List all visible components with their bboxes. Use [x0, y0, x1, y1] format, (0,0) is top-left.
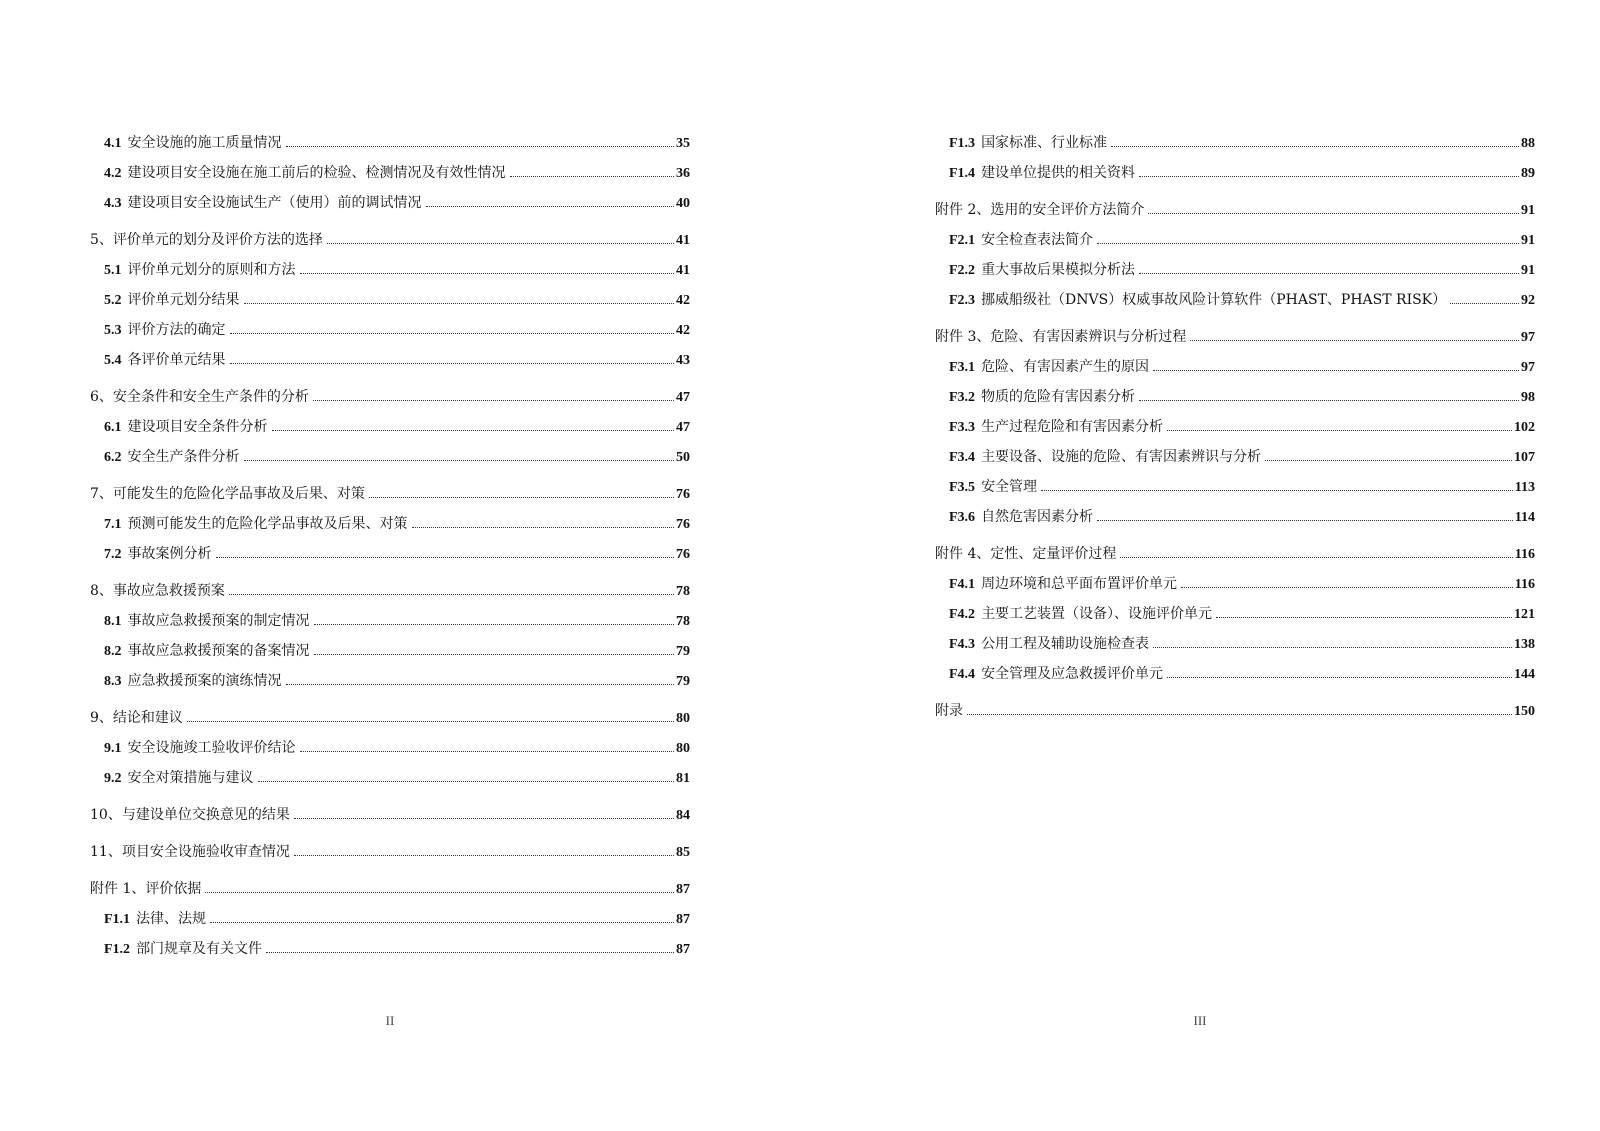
toc-entry-page: 91 [1521, 263, 1535, 278]
toc-entry[interactable] [935, 569, 1535, 599]
toc-entry-page: 89 [1521, 166, 1535, 181]
toc-entry-text: 5、评价单元的划分及评价方法的选择 [90, 232, 323, 248]
toc-entry[interactable] [90, 188, 690, 218]
toc-entry-title [104, 412, 270, 443]
toc-entry-title [949, 472, 1039, 503]
toc-entry-text: 附件 3、危险、有害因素辨识与分析过程 [935, 329, 1187, 345]
toc-entry-page: 35 [676, 136, 690, 151]
toc-page-right [800, 0, 1600, 1131]
toc-entry-title [104, 763, 256, 794]
dot-leader [412, 527, 675, 528]
toc-entry-page: 92 [1521, 293, 1535, 308]
toc-entry[interactable] [90, 128, 690, 158]
dot-leader [1450, 303, 1519, 304]
toc-entry[interactable] [90, 158, 690, 188]
toc-entry-number: 6.1 [104, 420, 122, 435]
toc-entry[interactable] [90, 382, 690, 412]
toc-entry-text: 安全对策措施与建议 [127, 770, 254, 786]
toc-entry-number: 9.2 [104, 771, 122, 786]
toc-entry-number: F3.4 [949, 450, 976, 465]
dot-leader [1148, 213, 1519, 214]
toc-entry-text: 安全设施竣工验收评价结论 [127, 740, 296, 756]
toc-entry-page: 42 [676, 293, 690, 308]
toc-entry[interactable] [935, 352, 1535, 382]
toc-entry[interactable] [935, 382, 1535, 412]
toc-entry-title [104, 158, 508, 189]
toc-entry-text: 11、项目安全设施验收审查情况 [90, 844, 290, 860]
toc-entry[interactable] [935, 195, 1535, 225]
toc-entry-number: 8.1 [104, 614, 122, 629]
dot-leader [244, 460, 675, 461]
toc-entry[interactable] [90, 442, 690, 472]
toc-entry[interactable] [90, 934, 690, 964]
toc-entry-title [949, 659, 1165, 690]
toc-entry-page: 150 [1514, 704, 1535, 719]
toc-entry-title [935, 195, 1146, 225]
toc-entry-text: 国家标准、行业标准 [981, 135, 1108, 151]
toc-entry-text: 自然危害因素分析 [981, 509, 1094, 525]
toc-entry-page: 40 [676, 196, 690, 211]
toc-entry-number: F4.1 [949, 577, 976, 592]
page-number: II [385, 1013, 395, 1028]
dot-leader [1167, 430, 1512, 431]
toc-entry-title [104, 285, 242, 316]
toc-entry-title [90, 576, 227, 606]
dot-leader [266, 952, 674, 953]
dot-leader [1120, 557, 1512, 558]
dot-leader [1153, 370, 1519, 371]
toc-entry-number: 4.3 [104, 196, 122, 211]
toc-entry-title [90, 225, 325, 255]
toc-entry-title [949, 569, 1179, 600]
toc-entry-title [104, 315, 228, 346]
toc-entry-text: 评价方法的确定 [127, 322, 226, 338]
toc-entry-page: 76 [676, 517, 690, 532]
dot-leader [314, 624, 675, 625]
toc-entry-page: 78 [676, 584, 690, 599]
dot-leader [1153, 647, 1512, 648]
toc-entry[interactable] [90, 733, 690, 763]
dot-leader [967, 714, 1512, 715]
toc-entry[interactable] [90, 837, 690, 867]
toc-entry-number: F4.3 [949, 637, 976, 652]
dot-leader [1139, 400, 1519, 401]
toc-entry-text: 建设单位提供的相关资料 [981, 165, 1136, 181]
toc-entry-text: 安全设施的施工质量情况 [127, 135, 282, 151]
toc-entry-text: 预测可能发生的危险化学品事故及后果、对策 [127, 516, 408, 532]
toc-entry-text: 8、事故应急救援预案 [90, 583, 225, 599]
toc-entry-title [949, 158, 1137, 189]
dot-leader [426, 206, 675, 207]
toc-entry-text: 附件 1、评价依据 [90, 881, 202, 897]
dot-leader [210, 922, 674, 923]
toc-entry-title [90, 703, 185, 733]
toc-entry[interactable] [90, 606, 690, 636]
dot-leader [244, 303, 675, 304]
toc-entry-page: 98 [1521, 390, 1535, 405]
toc-entry-text: 部门规章及有关文件 [136, 941, 263, 957]
toc-entry-number: F4.4 [949, 667, 976, 682]
dot-leader [1139, 273, 1519, 274]
toc-entry[interactable] [90, 703, 690, 733]
toc-entry-number: F4.2 [949, 607, 976, 622]
toc-entry-page: 50 [676, 450, 690, 465]
toc-entry-title [949, 225, 1095, 256]
toc-entry[interactable] [90, 315, 690, 345]
toc-entry[interactable] [935, 322, 1535, 352]
dot-leader [272, 430, 675, 431]
toc-entry[interactable] [90, 576, 690, 606]
toc-entry-page: 87 [676, 882, 690, 897]
toc-entry-page: 36 [676, 166, 690, 181]
dot-leader [286, 684, 675, 685]
toc-entry-title [90, 800, 292, 830]
toc-entry-text: 评价单元划分结果 [127, 292, 240, 308]
toc-entry-number: F2.3 [949, 293, 976, 308]
toc-entry-title [949, 599, 1214, 630]
toc-entry-text: 安全检查表法简介 [981, 232, 1094, 248]
toc-entry-number: F3.2 [949, 390, 976, 405]
dot-leader [1181, 587, 1513, 588]
toc-entry-text: 公用工程及辅助设施检查表 [981, 636, 1150, 652]
toc-entry[interactable] [935, 502, 1535, 532]
dot-leader [313, 400, 674, 401]
toc-entry-text: 事故应急救援预案的制定情况 [127, 613, 310, 629]
toc-entry-page: 102 [1514, 420, 1535, 435]
toc-entry-number: 7.2 [104, 547, 122, 562]
dot-leader [510, 176, 675, 177]
toc-entry-text: 周边环境和总平面布置评价单元 [981, 576, 1178, 592]
toc-entry-title [90, 837, 292, 867]
toc-entry-page: 87 [676, 912, 690, 927]
toc-entry[interactable] [935, 629, 1535, 659]
toc-entry-title [949, 382, 1137, 413]
dot-leader [1111, 146, 1519, 147]
toc-entry-text: 附录 [935, 703, 963, 719]
toc-entry[interactable] [935, 158, 1535, 188]
toc-entry-page: 144 [1514, 667, 1535, 682]
toc-entry-text: 重大事故后果模拟分析法 [981, 262, 1136, 278]
toc-entry[interactable] [935, 659, 1535, 689]
toc-entry-title [104, 255, 298, 286]
toc-entry-page: 87 [676, 942, 690, 957]
toc-entry-title [90, 874, 203, 904]
toc-entry[interactable] [935, 442, 1535, 472]
toc-entry-number: F1.2 [104, 942, 131, 957]
toc-entry[interactable] [90, 479, 690, 509]
toc-entry-title [935, 539, 1118, 569]
toc-entry-number: F1.1 [104, 912, 131, 927]
toc-entry-page: 113 [1514, 480, 1535, 495]
toc-entry-text: 建设项目安全设施在施工前后的检验、检测情况及有效性情况 [127, 165, 506, 181]
toc-entry-text: 附件 2、选用的安全评价方法简介 [935, 202, 1145, 218]
toc-entry-text: 6、安全条件和安全生产条件的分析 [90, 389, 309, 405]
toc-entry-text: 附件 4、定性、定量评价过程 [935, 546, 1117, 562]
toc-entry-title [949, 128, 1109, 159]
toc-entry-title [935, 322, 1188, 352]
toc-entry[interactable] [935, 255, 1535, 285]
toc-entry-text: 10、与建设单位交换意见的结果 [90, 807, 290, 823]
toc-entry-page: 116 [1514, 547, 1535, 562]
toc-entry-page: 79 [676, 674, 690, 689]
toc-entry-title [935, 696, 965, 726]
toc-entry[interactable] [90, 666, 690, 696]
toc-entry[interactable] [90, 874, 690, 904]
toc-entry-text: 评价单元划分的原则和方法 [127, 262, 296, 278]
toc-entry-text: 法律、法规 [136, 911, 207, 927]
toc-entry-text: 生产过程危险和有害因素分析 [981, 419, 1164, 435]
toc-entry-title [104, 666, 284, 697]
dot-leader [229, 594, 674, 595]
toc-entry-number: F3.6 [949, 510, 976, 525]
toc-entry[interactable] [90, 636, 690, 666]
toc-entry-page: 80 [676, 741, 690, 756]
toc-entry-number: 5.2 [104, 293, 122, 308]
dot-leader [230, 333, 675, 334]
toc-entry-number: 7.1 [104, 517, 122, 532]
toc-entry-text: 各评价单元结果 [127, 352, 226, 368]
dot-leader [1167, 677, 1512, 678]
toc-entry-text: 安全管理及应急救援评价单元 [981, 666, 1164, 682]
toc-entry-page: 43 [676, 353, 690, 368]
toc-entry-text: 事故案例分析 [127, 546, 212, 562]
toc-entry-page: 81 [676, 771, 690, 786]
toc-entry-number: F1.4 [949, 166, 976, 181]
toc-entry-title [949, 442, 1263, 473]
toc-entry-title [104, 934, 264, 965]
toc-entry-text: 挪威船级社（DNVS）权威事故风险计算软件（PHAST、PHAST RISK） [981, 292, 1447, 308]
dot-leader [205, 892, 674, 893]
toc-entry-text: 安全管理 [981, 479, 1038, 495]
toc-entry[interactable] [90, 539, 690, 569]
toc-entry[interactable] [935, 225, 1535, 255]
toc-entry-title [104, 509, 410, 540]
toc-entry-title [104, 636, 312, 667]
toc-entry-page: 76 [676, 547, 690, 562]
toc-entry-page: 116 [1514, 577, 1535, 592]
toc-entry[interactable] [90, 285, 690, 315]
toc-entry-page: 78 [676, 614, 690, 629]
dot-leader [1216, 617, 1512, 618]
dot-leader [1190, 340, 1519, 341]
dot-leader [187, 721, 674, 722]
toc-entry-title [104, 128, 284, 159]
dot-leader [1041, 490, 1513, 491]
dot-leader [327, 243, 674, 244]
toc-entry-text: 危险、有害因素产生的原因 [981, 359, 1150, 375]
dot-leader [258, 781, 675, 782]
toc-entry-page: 80 [676, 711, 690, 726]
dot-leader [300, 273, 675, 274]
toc-entry-number: F1.3 [949, 136, 976, 151]
toc-entry-page: 41 [676, 233, 690, 248]
toc-entry[interactable] [90, 800, 690, 830]
toc-entry-text: 事故应急救援预案的备案情况 [127, 643, 310, 659]
toc-entry-page: 97 [1521, 360, 1535, 375]
toc-entry-text: 主要设备、设施的危险、有害因素辨识与分析 [981, 449, 1262, 465]
toc-entry-number: 5.4 [104, 353, 122, 368]
toc-list [90, 128, 690, 964]
toc-entry-page: 97 [1521, 330, 1535, 345]
toc-entry-number: F2.1 [949, 233, 976, 248]
dot-leader [1139, 176, 1519, 177]
toc-entry-text: 建设项目安全设施试生产（使用）前的调试情况 [127, 195, 422, 211]
toc-entry-text: 9、结论和建议 [90, 710, 183, 726]
toc-entry-number: 8.2 [104, 644, 122, 659]
toc-entry-title [104, 733, 298, 764]
toc-entry-number: 5.1 [104, 263, 122, 278]
page-number: III [1193, 1013, 1207, 1028]
toc-entry-text: 应急救援预案的演练情况 [127, 673, 282, 689]
toc-entry[interactable] [90, 345, 690, 375]
toc-entry-number: F3.1 [949, 360, 976, 375]
toc-entry-title [949, 629, 1151, 660]
toc-entry-number: F3.5 [949, 480, 976, 495]
toc-entry-title [949, 412, 1165, 443]
toc-entry-page: 88 [1521, 136, 1535, 151]
toc-entry-text: 主要工艺装置（设备）、设施评价单元 [981, 606, 1213, 622]
toc-entry-text: 建设项目安全条件分析 [127, 419, 268, 435]
toc-entry[interactable] [935, 285, 1535, 315]
toc-entry-page: 91 [1521, 233, 1535, 248]
dot-leader [369, 497, 674, 498]
toc-entry-title [104, 345, 228, 376]
toc-entry-number: 6.2 [104, 450, 122, 465]
toc-entry[interactable] [90, 904, 690, 934]
toc-entry-title [104, 904, 208, 935]
toc-entry-number: 4.1 [104, 136, 122, 151]
toc-entry[interactable] [935, 539, 1535, 569]
toc-entry-number: 8.3 [104, 674, 122, 689]
toc-entry-title [104, 188, 424, 219]
toc-entry-page: 85 [676, 845, 690, 860]
toc-entry-page: 41 [676, 263, 690, 278]
dot-leader [300, 751, 675, 752]
dot-leader [294, 818, 674, 819]
toc-entry-title [90, 382, 311, 412]
toc-entry-page: 42 [676, 323, 690, 338]
toc-entry-number: F2.2 [949, 263, 976, 278]
dot-leader [294, 855, 674, 856]
toc-entry[interactable] [90, 412, 690, 442]
toc-entry-number: 4.2 [104, 166, 122, 181]
toc-entry-title [949, 255, 1137, 286]
dot-leader [230, 363, 675, 364]
toc-list [935, 128, 1535, 726]
dot-leader [286, 146, 675, 147]
toc-entry-title [949, 502, 1095, 533]
toc-entry-title [949, 352, 1151, 383]
toc-entry[interactable] [935, 696, 1535, 726]
toc-entry-page: 76 [676, 487, 690, 502]
toc-entry-page: 107 [1514, 450, 1535, 465]
toc-entry-title [104, 539, 214, 570]
toc-entry-text: 物质的危险有害因素分析 [981, 389, 1136, 405]
toc-entry-page: 91 [1521, 203, 1535, 218]
toc-entry-title [104, 442, 242, 473]
toc-entry-page: 47 [676, 420, 690, 435]
dot-leader [1097, 520, 1513, 521]
dot-leader [1265, 460, 1512, 461]
toc-entry[interactable] [935, 472, 1535, 502]
toc-entry-page: 47 [676, 390, 690, 405]
dot-leader [314, 654, 675, 655]
toc-entry[interactable] [935, 599, 1535, 629]
toc-entry-page: 79 [676, 644, 690, 659]
toc-entry-page: 121 [1514, 607, 1535, 622]
toc-entry-title [90, 479, 367, 509]
dot-leader [216, 557, 675, 558]
toc-entry-page: 114 [1514, 510, 1535, 525]
toc-entry[interactable] [90, 225, 690, 255]
dot-leader [1097, 243, 1519, 244]
toc-entry[interactable] [90, 763, 690, 793]
toc-entry-title [104, 606, 312, 637]
toc-entry-page: 138 [1514, 637, 1535, 652]
toc-entry-number: 5.3 [104, 323, 122, 338]
toc-entry-page: 84 [676, 808, 690, 823]
toc-entry-text: 7、可能发生的危险化学品事故及后果、对策 [90, 486, 365, 502]
toc-entry-number: F3.3 [949, 420, 976, 435]
toc-entry-number: 9.1 [104, 741, 122, 756]
toc-entry[interactable] [90, 255, 690, 285]
toc-entry[interactable] [935, 128, 1535, 158]
toc-entry[interactable] [90, 509, 690, 539]
toc-entry-text: 安全生产条件分析 [127, 449, 240, 465]
toc-entry-title [949, 285, 1448, 316]
toc-entry[interactable] [935, 412, 1535, 442]
